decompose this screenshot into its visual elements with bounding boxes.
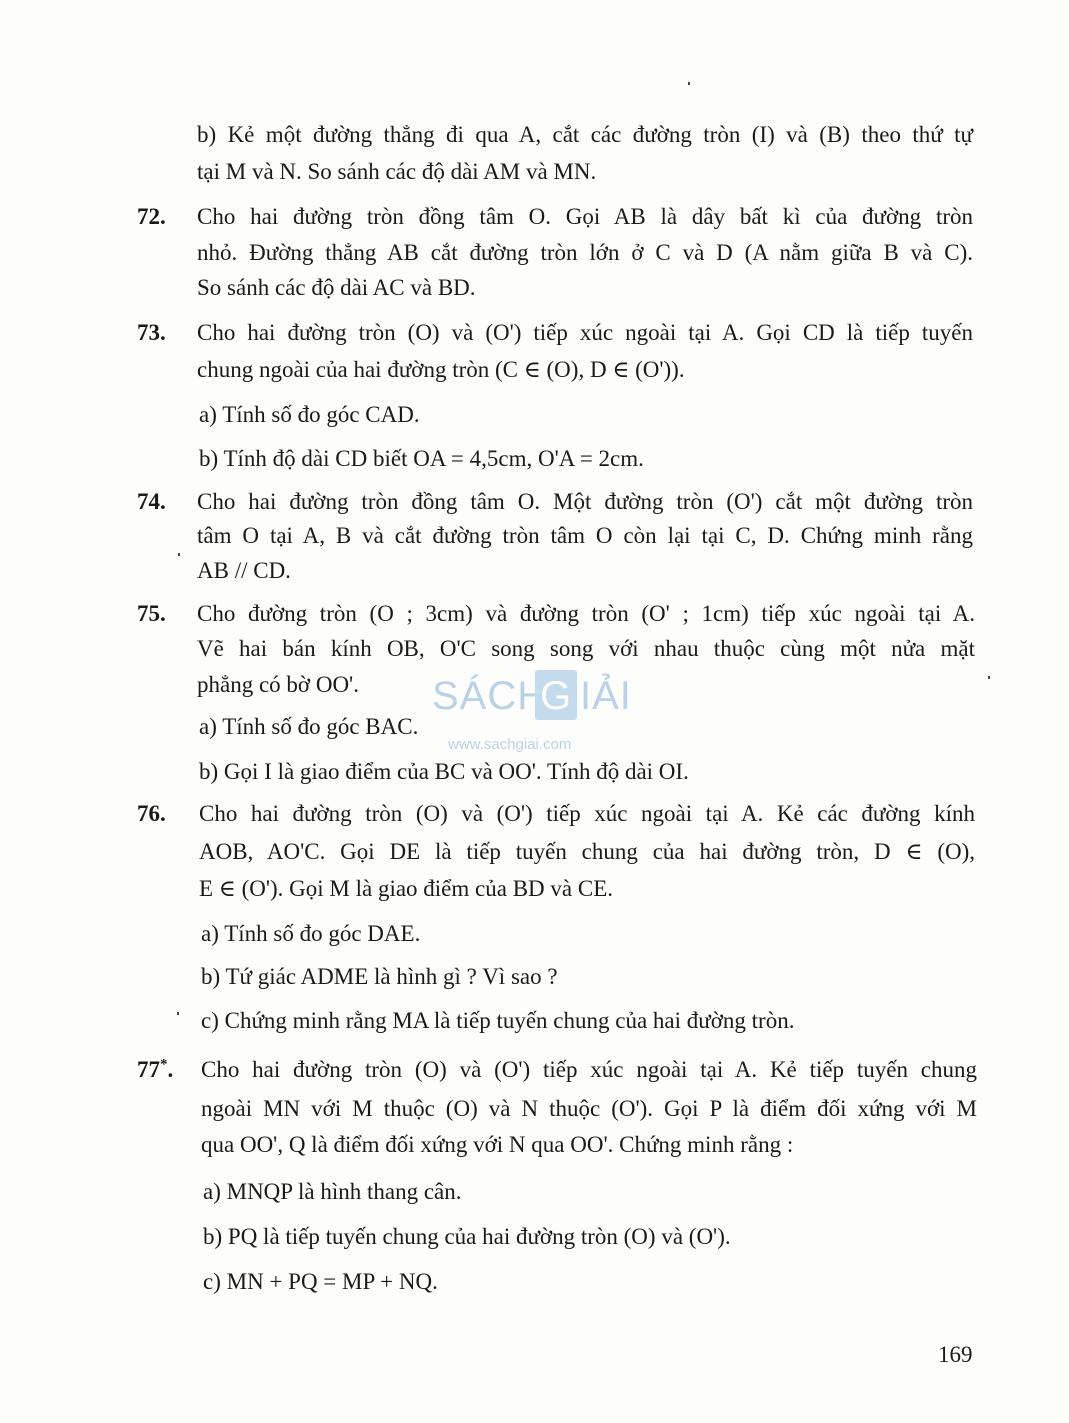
problem-text-line: nhỏ. Đường thẳng AB cắt đường tròn lớn ở C và D (A nằm giữa B và C). bbox=[197, 240, 973, 265]
problem-text-line: AB // CD. bbox=[197, 558, 291, 583]
problem-part: a) Tính số đo góc BAC. bbox=[199, 714, 419, 739]
problem-text-line: Cho đường tròn (O ; 3cm) và đường tròn (O' ; 1cm) tiếp xúc ngoài tại A. bbox=[197, 601, 975, 626]
scan-speck bbox=[688, 82, 690, 85]
problem-text-line: tâm O tại A, B và cắt đường tròn tâm O còn lại tại C, D. Chứng minh rằng bbox=[197, 523, 973, 548]
watermark-brand-left: SÁCH bbox=[432, 674, 548, 718]
scan-speck bbox=[988, 676, 990, 679]
problem-part: a) Tính số đo góc CAD. bbox=[199, 402, 420, 427]
intro-line: tại M và N. So sánh các độ dài AM và MN. bbox=[197, 159, 597, 184]
problem-number: 72. bbox=[137, 204, 166, 229]
intro-line: b) Kẻ một đường thẳng đi qua A, cắt các đường tròn (I) và (B) theo thứ tự bbox=[197, 122, 973, 147]
problem-number-dot: . bbox=[167, 1057, 174, 1082]
problem-part: a) Tính số đo góc DAE. bbox=[201, 921, 421, 946]
problem-number: 73. bbox=[137, 320, 166, 345]
scan-speck bbox=[178, 553, 180, 556]
problem-part: b) Tính độ dài CD biết OA = 4,5cm, O'A = 2cm. bbox=[199, 446, 644, 471]
problem-part: a) MNQP là hình thang cân. bbox=[203, 1179, 462, 1204]
problem-text-line: qua OO', Q là điểm đối xứng với N qua OO'. Chứng minh rằng : bbox=[201, 1132, 794, 1157]
problem-part: c) MN + PQ = MP + NQ. bbox=[203, 1269, 438, 1294]
problem-text-line: ngoài MN với M thuộc (O) và N thuộc (O'). Gọi P là điểm đối xứng với M bbox=[201, 1096, 977, 1121]
watermark-logo bbox=[432, 668, 642, 758]
problem-part: c) Chứng minh rằng MA là tiếp tuyến chung của hai đường tròn. bbox=[201, 1008, 795, 1033]
problem-text-line: phẳng có bờ OO'. bbox=[197, 672, 359, 697]
problem-text-line: Vẽ hai bán kính OB, O'C song song với nhau thuộc cùng một nửa mặt bbox=[197, 636, 975, 661]
problem-number: 76. bbox=[137, 801, 166, 826]
problem-text-line: chung ngoài của hai đường tròn (C ∈ (O), D ∈ (O')). bbox=[197, 357, 685, 382]
problem-part: b) Gọi I là giao điểm của BC và OO'. Tính độ dài OI. bbox=[199, 759, 689, 784]
problem-part: b) PQ là tiếp tuyến chung của hai đường tròn (O) và (O'). bbox=[203, 1224, 731, 1249]
problem-text-line: Cho hai đường tròn (O) và (O') tiếp xúc ngoài tại A. Gọi CD là tiếp tuyến bbox=[197, 320, 973, 345]
watermark-url: www.sachgiai.com bbox=[448, 736, 572, 753]
problem-text-line: E ∈ (O'). Gọi M là giao điểm của BD và CE. bbox=[199, 876, 613, 901]
problem-part: b) Tứ giác ADME là hình gì ? Vì sao ? bbox=[201, 964, 558, 989]
problem-text-line: AOB, AO'C. Gọi DE là tiếp tuyến chung của hai đường tròn, D ∈ (O), bbox=[199, 839, 975, 864]
page-number: 169 bbox=[938, 1342, 973, 1367]
problem-text-line: Cho hai đường tròn đồng tâm O. Gọi AB là dây bất kì của đường tròn bbox=[197, 204, 973, 229]
watermark-mark-box bbox=[535, 670, 577, 720]
watermark-brand-mark: G bbox=[540, 674, 572, 718]
problem-text-line: Cho hai đường tròn (O) và (O') tiếp xúc ngoài tại A. Kẻ tiếp tuyến chung bbox=[201, 1057, 977, 1082]
watermark-brand-right: IẢI bbox=[580, 674, 632, 718]
problem-number-digits: 77 bbox=[137, 1057, 160, 1082]
problem-number: 74. bbox=[137, 489, 166, 514]
scan-speck bbox=[177, 1012, 179, 1015]
star-marker: * bbox=[160, 1056, 168, 1073]
problem-text-line: Cho hai đường tròn đồng tâm O. Một đường tròn (O') cắt một đường tròn bbox=[197, 489, 973, 514]
problem-number: 75. bbox=[137, 601, 166, 626]
problem-number bbox=[137, 1055, 173, 1085]
problem-text-line: Cho hai đường tròn (O) và (O') tiếp xúc ngoài tại A. Kẻ các đường kính bbox=[199, 801, 975, 826]
problem-text-line: So sánh các độ dài AC và BD. bbox=[197, 275, 476, 300]
